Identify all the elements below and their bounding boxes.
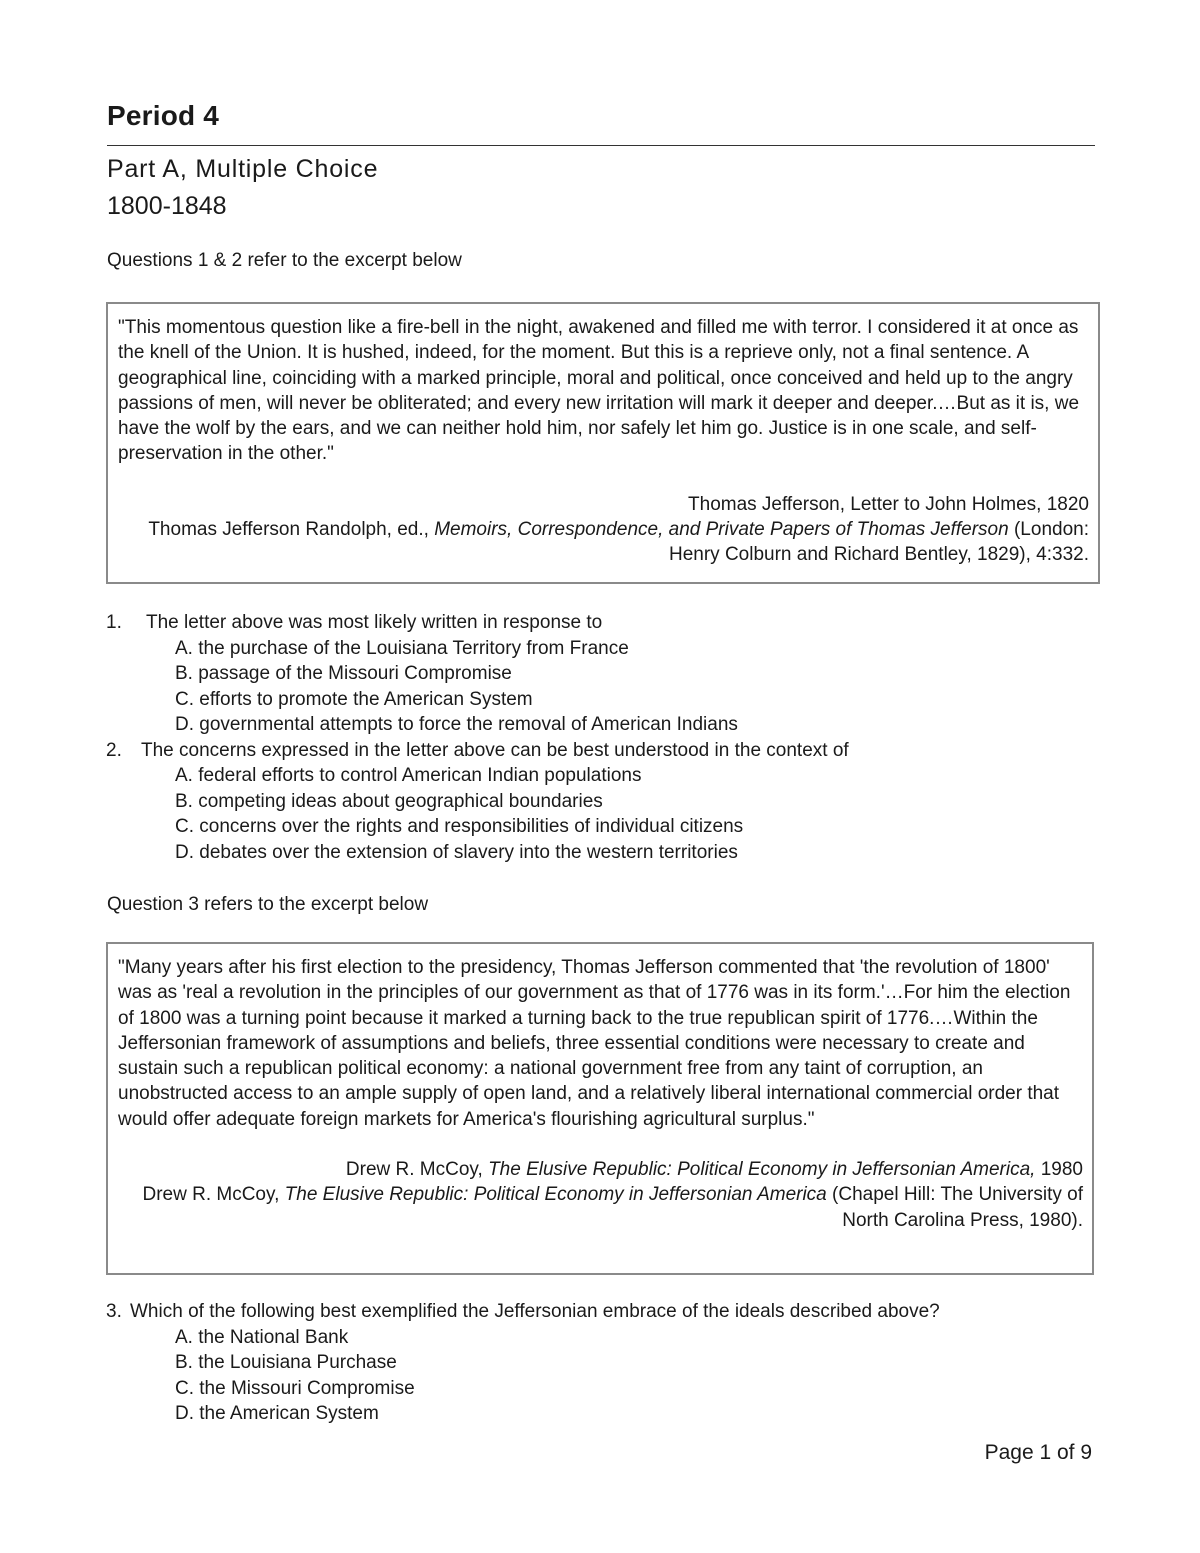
excerpt-1-citation-full	[118, 517, 1089, 568]
section-subtitle: Part A, Multiple Choice	[107, 155, 379, 183]
citation-publisher: (Chapel Hill: The University of North Carolina Press, 1980).	[826, 1184, 1083, 1231]
page-title: Period 4	[107, 100, 220, 131]
answer-choice-b: B. competing ideas about geographical boundaries	[175, 790, 603, 812]
question-number: 2.	[106, 739, 122, 761]
citation-book-title: The Elusive Republic: Political Economy in Jeffersonian America	[284, 1184, 827, 1206]
answer-choice-b: B. the Louisiana Purchase	[175, 1352, 397, 1373]
answer-choice-d: D. the American System	[175, 1403, 379, 1424]
excerpt-2-text: "Many years after his first election to the presidency, Thomas Jefferson commented that 'the revolution of 1800' was as 'real a revolution in the principles of our government as that of 1776 was in its form.'…For him the election of 1800 was a turning point because it marked a turning back to the true republican spirit of 1776.…Within the Jeffersonian framework of assumptions and beliefs, three essential conditions were necessary to create and sustain such a republican political economy: a national government free from any taint of corruption, an unobstructed access to an ample supply of open land, and a relatively liberal international commercial order that would offer adequate foreign markets for America's flourishing agricultural surplus."	[118, 957, 1071, 1130]
question-stem: The concerns expressed in the letter above can be best understood in the context of	[141, 739, 849, 761]
answer-choice-d: D. debates over the extension of slavery into the western territories	[175, 841, 738, 863]
answer-choice-a: A. federal efforts to control American Indian populations	[175, 765, 642, 786]
answer-choice-a: A. the purchase of the Louisiana Territory from France	[175, 637, 629, 659]
citation-book-title: The Elusive Republic: Political Economy in Jeffersonian America,	[488, 1159, 1036, 1181]
page-number: Page 1 of 9	[984, 1441, 1092, 1464]
question-stem: Which of the following best exemplified the Jeffersonian embrace of the ideals described above?	[130, 1301, 940, 1322]
citation-prefix: Drew R. McCoy,	[345, 1159, 489, 1181]
question-3	[106, 1299, 1106, 1427]
period-years: 1800-1848	[107, 192, 227, 220]
answer-choice-c: C. concerns over the rights and responsibilities of individual citizens	[175, 816, 744, 837]
question-number: 1.	[106, 612, 122, 633]
excerpt-1-box	[106, 302, 1100, 584]
excerpt-2-box	[106, 942, 1094, 1275]
citation-publisher: (London: Henry Colburn and Richard Bentley, 1829), 4:332.	[668, 519, 1089, 566]
question-3-list	[106, 1299, 1106, 1427]
question-number: 3.	[106, 1301, 122, 1322]
excerpt-2-citation-short	[118, 1157, 1083, 1182]
citation-book-title: Memoirs, Correspondence, and Private Papers of Thomas Jefferson	[434, 519, 1009, 541]
citation-prefix: Thomas Jefferson Randolph, ed.,	[148, 519, 435, 541]
citation-year: 1980	[1035, 1159, 1083, 1181]
answer-choice-c: C. the Missouri Compromise	[175, 1377, 415, 1399]
questions-1-2	[106, 610, 1106, 865]
answer-choice-d: D. governmental attempts to force the removal of American Indians	[175, 714, 738, 735]
excerpt-1-intro: Questions 1 & 2 refer to the excerpt below	[107, 250, 462, 271]
title-divider	[107, 145, 1095, 146]
answer-choice-b: B. passage of the Missouri Compromise	[175, 663, 512, 684]
excerpt-1-text: "This momentous question like a fire-bell in the night, awakened and filled me with terror. I considered it at once as the knell of the Union. It is hushed, indeed, for the moment. But this is a reprieve only, not a final sentence. A geographical line, coinciding with a marked principle, moral and political, once conceived and held up to the angry passions of men, will never be obliterated; and every new irritation will mark it deeper and deeper.…But as it is, we have the wolf by the ears, and we can neither hold him, nor safely let him go. Justice is in one scale, and self-preservation in the other."	[118, 317, 1080, 465]
excerpt-2-citation-full	[118, 1182, 1083, 1233]
answer-choice-a: A. the National Bank	[175, 1326, 349, 1348]
citation-prefix: Drew R. McCoy,	[142, 1184, 285, 1206]
excerpt-2-intro: Question 3 refers to the excerpt below	[107, 894, 429, 915]
question-1	[106, 610, 1106, 738]
answer-choice-c: C. efforts to promote the American System	[175, 688, 533, 710]
question-2	[106, 738, 1106, 866]
excerpt-1-citation-short: Thomas Jefferson, Letter to John Holmes, 1820	[688, 493, 1089, 515]
question-stem: The letter above was most likely written in response to	[146, 612, 603, 633]
